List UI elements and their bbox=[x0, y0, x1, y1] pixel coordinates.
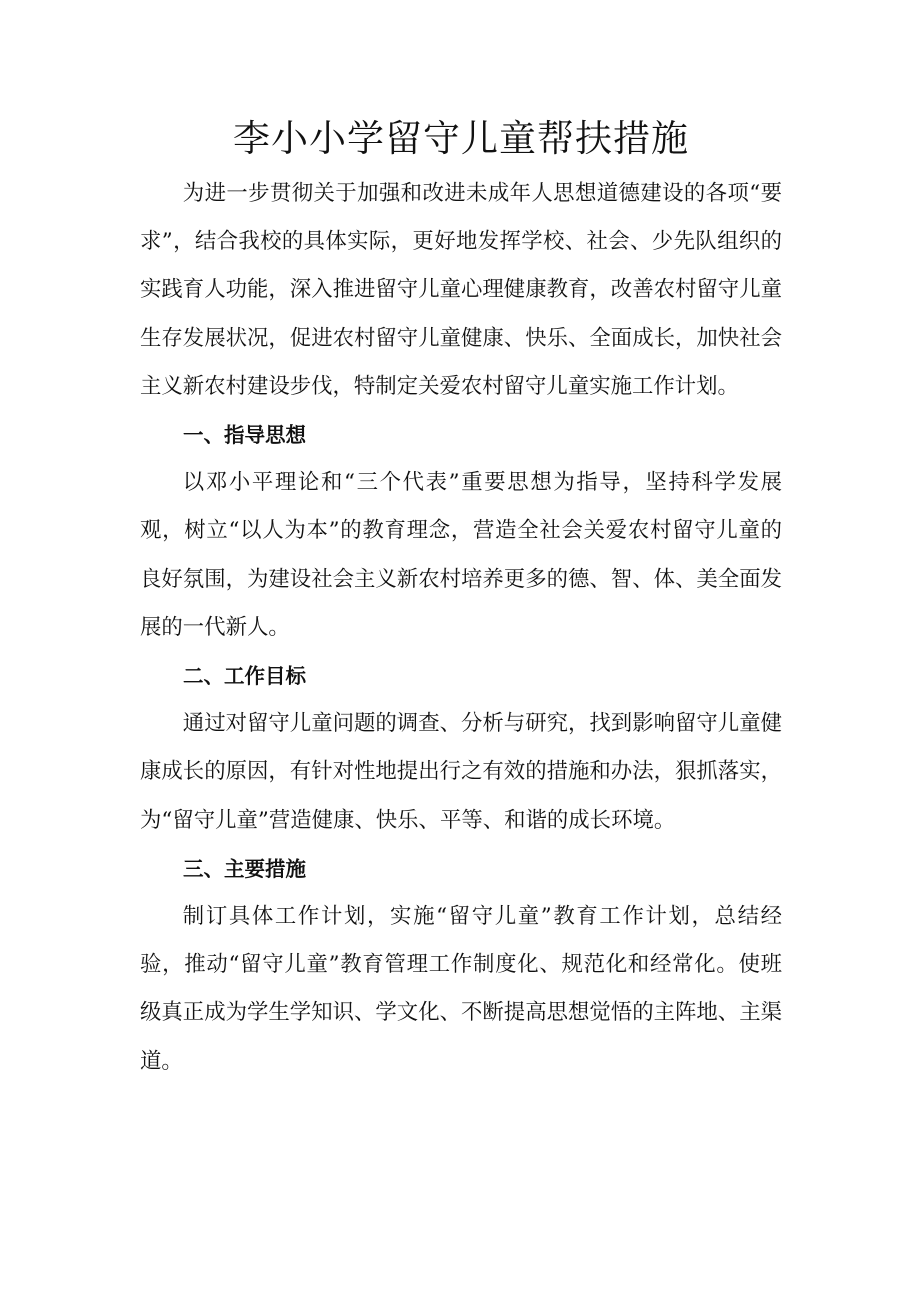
section-heading-guiding-thought: 一、指导思想 bbox=[183, 423, 307, 448]
section-body-work-goals: 通过对留守儿童问题的调查、分析与研究，找到影响留守儿童健康成长的原因，有针对性地提出行之有效的措施和办法，狠抓落实，为“留守儿童”营造健康、快乐、平等、和谐的成长环境。 bbox=[140, 711, 782, 833]
section-body-guiding-thought: 以邓小平理论和“三个代表”重要思想为指导，坚持科学发展观，树立“以人为本”的教育理念，营造全社会关爱农村留守儿童的良好氛围，为建设社会主义新农村培养更多的德、智、体、美全面发展的一代新人。 bbox=[140, 470, 782, 640]
document-title: 李小小学留守儿童帮扶措施 bbox=[233, 117, 689, 160]
section-heading-main-measures: 三、主要措施 bbox=[183, 856, 307, 881]
section-body-main-measures: 制订具体工作计划，实施“留守儿童”教育工作计划，总结经验，推动“留守儿童”教育管理工作制度化、规范化和经常化。使班级真正成为学生学知识、学文化、不断提高思想觉悟的主阵地、主渠道。 bbox=[140, 904, 782, 1074]
section-heading-work-goals: 二、工作目标 bbox=[183, 664, 307, 689]
document-page bbox=[140, 108, 782, 1086]
intro-paragraph: 为进一步贯彻关于加强和改进未成年人思想道德建设的各项“要求”，结合我校的具体实际，更好地发挥学校、社会、少先队组织的实践育人功能，深入推进留守儿童心理健康教育，改善农村留守儿童生存发展状况，促进农村留守儿童健康、快乐、全面成长，加快社会主义新农村建设步伐，特制定关爱农村留守儿童实施工作计划。 bbox=[140, 181, 782, 399]
